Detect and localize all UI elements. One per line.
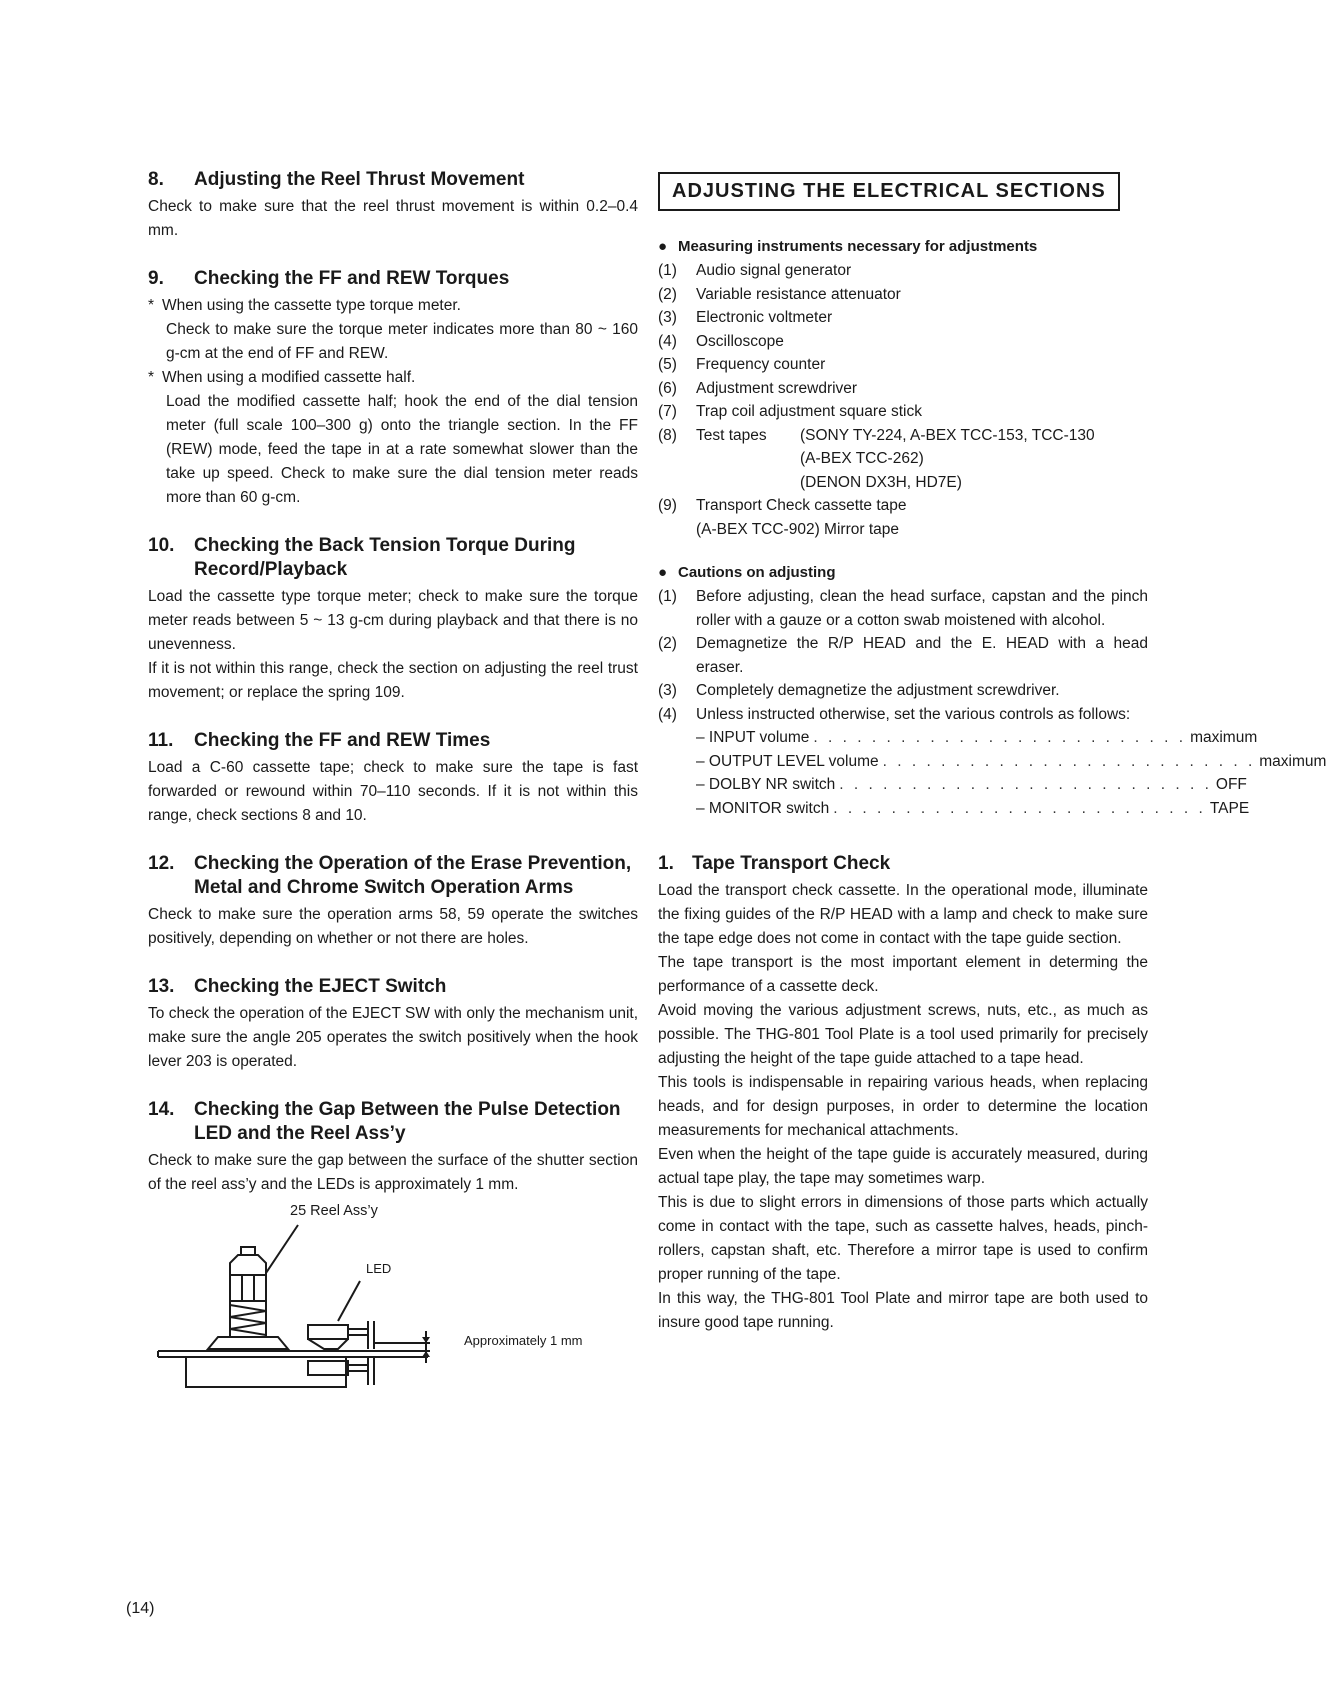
section-number: 14. bbox=[148, 1099, 175, 1120]
asterisk-icon: * bbox=[148, 369, 155, 386]
section-number: 8. bbox=[148, 169, 164, 190]
right-column bbox=[658, 168, 1326, 1359]
section-title: Checking the Back Tension Torque During Record/Playback bbox=[194, 535, 576, 580]
cautions-heading bbox=[658, 561, 1148, 585]
section-14 bbox=[148, 1098, 638, 1393]
section-body: Check to make sure the gap between the surface of the shutter section of the reel ass’y and the LEDs is approximately 1 mm. bbox=[148, 1152, 638, 1193]
section-body: Avoid moving the various adjustment screws, nuts, etc., as much as possible. The THG-801 Tool Plate is a tool used primarily for precisely adjusting the height of the tape guide attached to a tape head. bbox=[658, 1002, 1148, 1067]
section-title: Checking the Gap Between the Pulse Detection LED and the Reel Ass’y bbox=[194, 1099, 621, 1144]
section-title: Checking the FF and REW Torques bbox=[194, 268, 510, 289]
reel-assy-diagram bbox=[148, 1203, 638, 1393]
section-body: Load the cassette type torque meter; check to make sure the torque meter reads between 5 ~ 13 g-cm during playback and that there is no unevenness. bbox=[148, 588, 638, 653]
section-title: Checking the FF and REW Times bbox=[194, 730, 491, 751]
section-heading bbox=[148, 975, 638, 999]
section-10 bbox=[148, 534, 638, 705]
section-heading bbox=[148, 852, 638, 900]
item-number: (4) bbox=[658, 705, 677, 723]
leader-dots: . . . . . . . . . . . . . . . . . . . . . . . . . . bbox=[882, 752, 1256, 770]
test-tapes-line: (DENON DX3H, HD7E) bbox=[800, 473, 962, 491]
gap-label: Approximately 1 mm bbox=[464, 1333, 583, 1348]
test-tapes-line: (A-BEX TCC-262) bbox=[800, 450, 924, 467]
section-body: This is due to slight errors in dimensions of those parts which actually come in contact with the tape, such as cassette halves, heads, pinch-rollers, capstan shaft, etc. Therefore a mirror tape is used to confirm proper running of the tape. bbox=[658, 1194, 1148, 1283]
item-text bbox=[696, 703, 1326, 821]
list-item-test-tapes bbox=[658, 424, 1148, 495]
section-body: This tools is indispensable in repairing various heads, when replacing heads, and for design purposes, in order to determine the location measurements for mechanical attachments. bbox=[658, 1074, 1148, 1139]
setting-row bbox=[696, 773, 1247, 797]
note-text: When using a modified cassette half. bbox=[162, 369, 416, 386]
leader-dots: . . . . . . . . . . . . . . . . . . . . . . . . . . bbox=[839, 776, 1212, 793]
section-body: Load a C-60 cassette tape; check to make sure the tape is fast forwarded or rewound within 70–110 seconds. If it is not within this range, check sections 8 and 10. bbox=[148, 759, 638, 824]
note-text: When using the cassette type torque meter. bbox=[162, 297, 461, 314]
setting-label: – DOLBY NR switch bbox=[696, 776, 836, 793]
item-text: Electronic voltmeter bbox=[696, 309, 833, 326]
item-text: Before adjusting, clean the head surface, capstan and the pinch roller with a gauze or a cotton swab moistened with alcohol. bbox=[696, 588, 1148, 629]
instruments-list bbox=[658, 259, 1148, 541]
list-item bbox=[658, 330, 1148, 354]
section-11 bbox=[148, 729, 638, 828]
section-number: 10. bbox=[148, 535, 175, 556]
test-tapes-row bbox=[696, 424, 1148, 448]
item-text: Trap coil adjustment square stick bbox=[696, 403, 922, 420]
list-item bbox=[658, 377, 1148, 401]
list-item bbox=[658, 259, 1148, 283]
list-item bbox=[658, 585, 1148, 632]
item-line: Transport Check cassette tape bbox=[696, 497, 907, 514]
list-item bbox=[658, 283, 1148, 307]
section-body: If it is not within this range, check the section on adjusting the reel trust movement; or replace the spring 109. bbox=[148, 660, 638, 701]
list-item bbox=[658, 703, 1326, 821]
section-title: Checking the EJECT Switch bbox=[194, 976, 447, 997]
section-12 bbox=[148, 852, 638, 951]
section-body: Check to make sure that the reel thrust movement is within 0.2–0.4 mm. bbox=[148, 198, 638, 239]
section-number: 1. bbox=[658, 853, 674, 874]
list-item bbox=[658, 400, 1148, 424]
section-body: To check the operation of the EJECT SW with only the mechanism unit, make sure the angle 205 operates the switch positively when the hook lever 203 is operated. bbox=[148, 1005, 638, 1070]
section-body: In this way, the THG-801 Tool Plate and mirror tape are both used to insure good tape running. bbox=[658, 1290, 1148, 1331]
section-body: The tape transport is the most important element in determing the performance of a cassette deck. bbox=[658, 954, 1148, 995]
bullet-icon: ● bbox=[658, 564, 668, 581]
item-text: Audio signal generator bbox=[696, 262, 852, 279]
section-banner: ADJUSTING THE ELECTRICAL SECTIONS bbox=[658, 172, 1120, 211]
section-heading bbox=[658, 852, 1148, 876]
item-number: (2) bbox=[658, 285, 677, 303]
list-item bbox=[658, 679, 1148, 703]
item-line: Unless instructed otherwise, set the various controls as follows: bbox=[696, 705, 1131, 723]
list-item bbox=[658, 353, 1148, 377]
diagram-drawing bbox=[148, 1203, 468, 1393]
test-tapes-line: (SONY TY-224, A-BEX TCC-153, TCC-130 bbox=[800, 426, 1095, 444]
left-column bbox=[148, 168, 638, 1417]
item-text: Adjustment screwdriver bbox=[696, 379, 858, 397]
setting-label: – OUTPUT LEVEL volume bbox=[696, 752, 879, 770]
item-number: (6) bbox=[658, 379, 677, 397]
item-number: (3) bbox=[658, 309, 677, 326]
heading-text: Cautions on adjusting bbox=[678, 564, 836, 581]
section-number: 11. bbox=[148, 730, 174, 751]
section-heading bbox=[148, 1098, 638, 1146]
item-number: (8) bbox=[658, 426, 677, 444]
section-body: Even when the height of the tape guide is accurately measured, during actual tape play, the tape may sometimes warp. bbox=[658, 1146, 1148, 1187]
item-number: (2) bbox=[658, 635, 677, 652]
section-title: Tape Transport Check bbox=[692, 853, 891, 874]
item-number: (7) bbox=[658, 403, 677, 420]
test-tapes-label: Test tapes bbox=[696, 426, 767, 444]
list-item bbox=[658, 306, 1148, 330]
setting-value: TAPE bbox=[1209, 799, 1250, 817]
cautions-list bbox=[658, 585, 1326, 820]
heading-text: Measuring instruments necessary for adjustments bbox=[678, 238, 1038, 255]
leader-dots: . . . . . . . . . . . . . . . . . . . . . . . . . . bbox=[813, 729, 1187, 746]
list-item bbox=[658, 494, 1148, 541]
setting-value: OFF bbox=[1215, 776, 1247, 793]
section-title: Checking the Operation of the Erase Prevention, Metal and Chrome Switch Operation Arms bbox=[194, 853, 632, 898]
section-number: 13. bbox=[148, 976, 175, 997]
reel-assy-label: 25 Reel Ass’y bbox=[290, 1203, 378, 1219]
setting-value: maximum bbox=[1259, 752, 1326, 770]
section-1 bbox=[658, 852, 1148, 1335]
item-text: Demagnetize the R/P HEAD and the E. HEAD with a head eraser. bbox=[696, 635, 1148, 676]
setting-row bbox=[696, 726, 1258, 750]
section-13 bbox=[148, 975, 638, 1074]
item-line: (A-BEX TCC-902) Mirror tape bbox=[696, 520, 899, 538]
section-9 bbox=[148, 267, 638, 510]
section-heading bbox=[148, 534, 638, 582]
asterisk-icon: * bbox=[148, 297, 155, 314]
item-number: (5) bbox=[658, 356, 677, 373]
section-heading bbox=[148, 729, 638, 753]
section-body: Check to make sure the torque meter indicates more than 80 ~ 160 g-cm at the end of FF and REW. bbox=[166, 321, 638, 362]
setting-label: – MONITOR switch bbox=[696, 799, 830, 817]
led-label: LED bbox=[366, 1261, 392, 1276]
instruments-heading bbox=[658, 235, 1148, 259]
section-title: Adjusting the Reel Thrust Movement bbox=[194, 169, 525, 190]
bullet-icon: ● bbox=[658, 238, 668, 255]
section-heading bbox=[148, 168, 638, 192]
note-line bbox=[148, 294, 638, 318]
list-item bbox=[658, 632, 1148, 679]
setting-row bbox=[696, 797, 1250, 821]
item-number: (4) bbox=[658, 332, 677, 350]
setting-value: maximum bbox=[1190, 729, 1258, 746]
page-number: (14) bbox=[126, 1600, 155, 1617]
leader-dots: . . . . . . . . . . . . . . . . . . . . . . . . . . bbox=[833, 799, 1206, 817]
item-number: (3) bbox=[658, 682, 677, 699]
item-text: Oscilloscope bbox=[696, 332, 784, 350]
note-line bbox=[148, 366, 638, 390]
section-number: 9. bbox=[148, 268, 164, 289]
section-number: 12. bbox=[148, 853, 175, 874]
item-number: (9) bbox=[658, 497, 677, 514]
item-number: (1) bbox=[658, 262, 677, 279]
section-body: Load the modified cassette half; hook the end of the dial tension meter (full scale 100–300 g) onto the triangle section. In the FF (REW) mode, feed the tape in at a rate somewhat slower than the take up speed. Check to make sure the dial tension meter reads more than 60 g-cm. bbox=[166, 393, 638, 506]
item-text: Variable resistance attenuator bbox=[696, 285, 901, 303]
setting-label: – INPUT volume bbox=[696, 729, 810, 746]
section-body: Load the transport check cassette. In the operational mode, illuminate the fixing guides of the R/P HEAD with a lamp and check to make sure the tape edge does not come in contact with the tape guide section. bbox=[658, 882, 1148, 947]
setting-row bbox=[696, 750, 1326, 774]
item-text: Frequency counter bbox=[696, 356, 826, 373]
item-text bbox=[696, 494, 1148, 541]
item-text: Completely demagnetize the adjustment screwdriver. bbox=[696, 682, 1060, 699]
section-8 bbox=[148, 168, 638, 243]
section-heading bbox=[148, 267, 638, 291]
item-number: (1) bbox=[658, 588, 677, 605]
item-text bbox=[696, 424, 1148, 495]
section-body: Check to make sure the operation arms 58, 59 operate the switches positively, depending on whether or not there are holes. bbox=[148, 906, 638, 947]
